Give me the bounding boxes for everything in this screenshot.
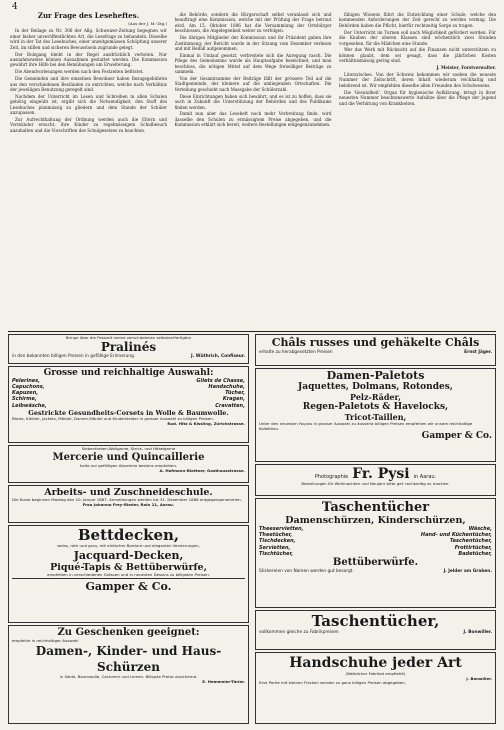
ad-hand-title: Handschuhe jeder Art bbox=[289, 655, 462, 671]
ad-paletots-line3: Regen-Paletots & Havelocks, bbox=[302, 402, 449, 412]
ad-item: Badetücher, bbox=[458, 550, 492, 557]
ad-pralines-signature: J. Wüthrich, Confiseur. bbox=[191, 353, 245, 359]
ad-tasch2-text: vollkommen gleiche zu Fabrikpreisen bbox=[259, 630, 339, 635]
ad-bettdecken-title3: Piqué-Tapis & Bettüberwürfe, bbox=[50, 561, 207, 573]
ad-arbeitsschule bbox=[8, 485, 249, 523]
ad-photo-title: Fr. Pysi bbox=[352, 466, 410, 482]
ad-hand-text2: Eine Partie mit kleinen Flecken werden zu ganz billigen Preisen abgegeben. bbox=[259, 680, 407, 686]
ad-paletots-line4: Tricot-Taillen, bbox=[344, 411, 407, 422]
ad-item: Servietten, bbox=[259, 544, 291, 551]
article-columns bbox=[10, 12, 496, 332]
ad-taschentuecher-2 bbox=[255, 610, 496, 650]
article-paragraph: Zur Aufrechthaltung der Ordnung werden auch die Eltern und Vormünder ersucht, ihre Kinder zu regelmässigem Schulbesuch anzuhalten und die Vorschriften des Schulgesetzes zu beachten. bbox=[10, 117, 167, 133]
ad-item: Cravatten, bbox=[215, 402, 245, 409]
ad-bettdecken-text: weiss, roth und grau, mit einfacher Bordure und eleganten Verzierungen, bbox=[57, 543, 200, 549]
article-paragraph: Diese Einrichtungen haben sich bewährt, und es ist zu hoffen, dass sie auch in Zukunft die Unterstützung der Behörden und des Publikums finden werden. bbox=[174, 93, 332, 110]
article-paragraph: Nachdem der Unterricht im Lesen und Schreiben in allen Schulen gehörig eingeübt ist, ergibt sich die Notwendigkeit, den Stoff des Lesebuches planmässig zu gliedern und dem Stande der Schüler anzupassen. bbox=[10, 93, 167, 116]
ad-geschenken bbox=[8, 625, 249, 724]
advertisements-section bbox=[8, 334, 496, 726]
ad-paletots-seller: Gamper & Co. bbox=[421, 431, 492, 442]
ad-item: Wäsche, bbox=[468, 526, 492, 532]
article-paragraph: fähigen Wissens führt die Entwicklung einer Schule, welche den kommenden Anforderungen der Zeit gerecht zu werden vermag. Die Behörden haben die Pflicht, hierfür rechtzeitig Sorge zu tragen. bbox=[339, 12, 496, 28]
ad-pralines-title: Pralinés bbox=[100, 339, 157, 354]
article-paragraph: Die Gemeinden und ihre einzelnen Bewohner haben Bezugsgebühren aus den verschiedenen Beständen zu entrichten, welche nach Verhältnis der jeweiligen Benutzung geregelt sind. bbox=[10, 76, 167, 92]
ad-arbeits-seller: Frau Johanna Frey-Rieder, Rain 11, Aarau. bbox=[82, 501, 175, 507]
ad-item: Frottirtücher, bbox=[454, 544, 492, 551]
ad-item: Handschuhe, bbox=[208, 384, 245, 391]
ad-tasch-seller: J. Jelder am Graben. bbox=[443, 569, 492, 575]
ad-mercerie bbox=[8, 445, 249, 483]
ad-item: Kragen, bbox=[222, 396, 245, 403]
ad-photographie bbox=[255, 464, 496, 496]
article-paragraph: Von der Gesamtsumme der Beiträge fällt der grössere Teil auf die Stadtgemeinde, der kleinere auf die umliegenden Ortschaften. Die Verteilung geschieht nach Massgabe der Schülerzahl. bbox=[174, 75, 332, 92]
article-paragraph: Die übrigen Mitglieder der Kommission und ihr Präsident gaben ihre Zustimmung; der Bericht wurde in der Sitzung vom Dezember verlesen und mit Beifall aufgenommen. bbox=[174, 35, 332, 51]
article-paragraph: Wer das Werk mit Rücksicht auf die Finanzen nicht unterstützen zu können glaubt, dem sei gesagt, dass die jährlichen Kosten verhältnismässig gering sind. bbox=[339, 47, 496, 64]
ad-paletots bbox=[255, 368, 496, 462]
ads-column-left bbox=[8, 334, 249, 726]
ad-auswahl-text: Röcke, Kleider, Jackets, Mäntel, Damen-Mäntel und Kinderkleider in grosser Auswahl zu billigen Preisen. bbox=[12, 415, 214, 421]
ad-geschenken-text: empfehle in reichhaltiger Auswahl bbox=[12, 637, 79, 643]
ad-auswahl-title: Grosse und reichhaltige Auswahl: bbox=[43, 367, 214, 378]
ad-mercerie-seller: A. Hofmann-Blattner, Gasthausstrasse. bbox=[159, 467, 245, 473]
ad-tasch2-seller: J. Bonwiller. bbox=[463, 630, 492, 635]
ad-item: Theeservietten, bbox=[259, 526, 304, 532]
ad-item: Tücher, bbox=[225, 390, 245, 397]
article-paragraph: In der Beilage zu Nr. 306 der Allg. Schweizer-Zeitung begegnen wir einer bisher unveröffentlichten Art, die Lesefrage zu behandeln. Dieselbe wird in der Tat des Lesebuches, einer unzeitgemässen Schöpfung unserer Zeit, im stillen und sicheren Bewusstsein zugrunde gelegt. bbox=[10, 28, 167, 50]
ad-mercerie-text: halte zur gefälligen Abnahme bestens empfohlen. bbox=[79, 463, 178, 469]
ad-item: Kapuzen, bbox=[12, 390, 39, 397]
article-column-2 bbox=[175, 12, 332, 332]
article-column-1 bbox=[10, 12, 167, 332]
article-title: Zur Frage des Leseheftes. bbox=[37, 12, 140, 20]
ad-auswahl-seller: Rud. Hitz & Kissling, Zürichstrasse. bbox=[167, 420, 245, 426]
ad-chals-seller: Ernst Jäger. bbox=[464, 350, 492, 355]
ad-arbeits-title: Arbeits- und Zuschneideschule. bbox=[44, 487, 213, 499]
ad-tasch-text: Stickereien von Namen werden gut besorgt. bbox=[259, 569, 354, 575]
ad-hand-seller: J. Bonwiller. bbox=[466, 675, 492, 681]
ad-chals-text: erhalte zu herabgesetzten Preisen bbox=[259, 350, 333, 355]
ad-paletots-line1: Jaquettes, Dolmans, Rotondes, bbox=[298, 382, 453, 392]
ads-column-right bbox=[255, 334, 496, 726]
ad-pralines-intro: Bringe über die Festzeit meine verschiedenen selbstverfertigten bbox=[65, 335, 192, 340]
article-paragraph: Die Abendvorlesungen werden nach den Festzeiten befristet. bbox=[15, 69, 144, 75]
article-source: (Aus der J. M.-Ztg.) bbox=[128, 21, 167, 26]
ad-chals bbox=[255, 334, 496, 366]
ad-hand-text: (Weiblicher Fabrikat empfiehlt) bbox=[345, 671, 406, 676]
ad-item: Hand- und Küchentücher, bbox=[420, 532, 492, 539]
ad-mercerie-title: Mercerie und Quincaillerie bbox=[52, 452, 205, 464]
ad-bettdecken bbox=[8, 525, 249, 622]
ad-tasch-items bbox=[259, 526, 492, 557]
article-column-3 bbox=[339, 12, 496, 332]
ad-chals-title: Châls russes und gehäkelte Châls bbox=[271, 336, 480, 349]
ad-item: Taschentücher, bbox=[449, 538, 492, 545]
ad-geschenken-seller: E. Hemmeler-Tärler. bbox=[202, 678, 245, 684]
ad-tasch-title2: Damenschürzen, Kinderschürzen, bbox=[285, 515, 466, 526]
article-paragraph: Der Bolzgang bleibt in der Regel ausdrücklich verboten. Nur ausnahmsweise können Ausnahmen gestattet werden. Die Kommission gewährt ihre Hilfe bei den Bemühungen um Erweiterung. bbox=[10, 51, 167, 68]
ad-paletots-line2: Pelz-Räder, bbox=[350, 391, 401, 402]
ad-paletots-text: Unter den neuesten Façons in grosser Auswahl zu äusserst billigen Preisen empfehlen wir unsere reichhaltige Kollektion. bbox=[259, 421, 473, 431]
article-paragraph: die Behörde, sondern die Bürgerschaft selbst veranlasst sich und beauftragt eine Kommission, welche mit der Prüfung der Frage betraut wird. Am 15. Oktober 1886 hat die Versammlung der Ortsbürger beschlossen, die Angelegenheit weiter zu verfolgen. bbox=[174, 12, 332, 34]
article-paragraph: Literarisches. Von der Schweiz bekommen wir soeben die neueste Nummer der Zeitschrift, deren Inhalt wiederum reichhaltig und belehrend ist. Wir empfehlen dieselbe allen Freunden des Schulwesens. bbox=[339, 72, 496, 88]
ad-tasch-title: Taschentücher bbox=[321, 500, 430, 515]
ad-item: Pelerines, bbox=[12, 377, 41, 384]
ad-item: Schirme, bbox=[12, 396, 37, 403]
ad-bettdecken-title2: Jacquard-Decken, bbox=[73, 548, 184, 562]
ad-geschenken-title: Zu Geschenken geeignet: bbox=[57, 626, 200, 638]
article-paragraph: Damit nun aber das Leseheft noch mehr Verbreitung finde, wird dasselbe den Schulen zu ermässigtem Preise abgegeben, und die Kommission erklärt sich bereit, weitere Bestellungen entgegenzunehmen. bbox=[174, 111, 332, 128]
ad-handschuhe bbox=[255, 652, 496, 724]
ad-tasch2-title: Taschentücher, bbox=[311, 612, 440, 630]
ad-photo-pre: Photographie bbox=[314, 474, 349, 480]
article-paragraph: Der Unterricht im Turnen soll nach Möglichkeit gefördert werden. Für die Knaben der oberen Klassen sind wöchentlich zwei Stunden vorgesehen, für die Mädchen eine Stunde. bbox=[339, 29, 496, 46]
article-paragraph: Die 'Gesundheit', Organ für hygienische Aufklärung, bringt in ihrer neuesten Nummer beachtenswerte Aufsätze über die Pflege der Jugend und die Verhütung von Krankheiten. bbox=[339, 89, 496, 106]
ad-photo-text: Bestellungen für Weihnachten und Neujahr bitte gef. rechtzeitig zu machen. bbox=[301, 481, 450, 486]
ad-pralines-text: in den bekannten billigen Preisen in gefällige Erinnerung. bbox=[12, 353, 136, 359]
ad-item: Tischtücher, bbox=[259, 550, 294, 557]
ad-tasch-title3: Bettüberwürfe. bbox=[332, 557, 419, 569]
article-paragraph: Einmal in Umlauf gesetzt, verbreitete sich die Anregung rasch. Die Pflege des Gemeinsinns wurde als Hauptaufgabe bezeichnet, und man beschloss, die nötigen Mittel auf dem Wege freiwilliger Beiträge zu sammeln. bbox=[174, 52, 332, 75]
ad-gamper-seller: Gamper & Co. bbox=[85, 580, 172, 594]
ad-paletots-title: Damen-Paletots bbox=[326, 369, 425, 382]
ad-mercerie-pre: Siebenfarben-Wollgarne, Strick- und Häkelgarne bbox=[81, 446, 176, 452]
ad-arbeits-text: Die Kurse beginnen Montag den 10. Januar 1887. Anmeldungen werden bis 31. Dezember 1886 entgegengenommen. bbox=[12, 497, 242, 503]
ad-item: Capuchons, bbox=[12, 384, 45, 391]
ad-item: Gilets de Chasse, bbox=[196, 377, 245, 384]
ad-auswahl-subtitle: Gestrickte Gesundheits-Corsets in Wolle & Baumwolle. bbox=[28, 408, 229, 417]
page-number: 4 bbox=[12, 2, 18, 12]
ad-item: Tischdecken, bbox=[259, 538, 296, 545]
section-divider bbox=[8, 331, 496, 332]
ad-item: Leibwäsche, bbox=[12, 402, 47, 409]
ad-auswahl-items bbox=[12, 378, 245, 409]
ad-auswahl bbox=[8, 366, 249, 444]
ad-item: Theetücher, bbox=[259, 532, 293, 539]
ad-pralines bbox=[8, 334, 249, 364]
article-signature: J. Meister, Forstverwalter. bbox=[436, 65, 496, 71]
ad-bettdecken-text2: empfehlen in verschiedenen Grössen und in neuesten Dessins zu billigsten Preisen. bbox=[47, 571, 210, 577]
ad-bettdecken-title: Bettdecken, bbox=[77, 526, 180, 545]
ad-photo-post: in Aarau. bbox=[413, 474, 437, 480]
ad-geschenken-text2: in Seide, Baumwolle, Cachemir und Leinen. Billigste Preise zusichernd. bbox=[59, 674, 198, 680]
ad-taschentuecher bbox=[255, 498, 496, 608]
ad-geschenken-title2: Damen-, Kinder- und Haus-Schürzen bbox=[35, 644, 222, 675]
